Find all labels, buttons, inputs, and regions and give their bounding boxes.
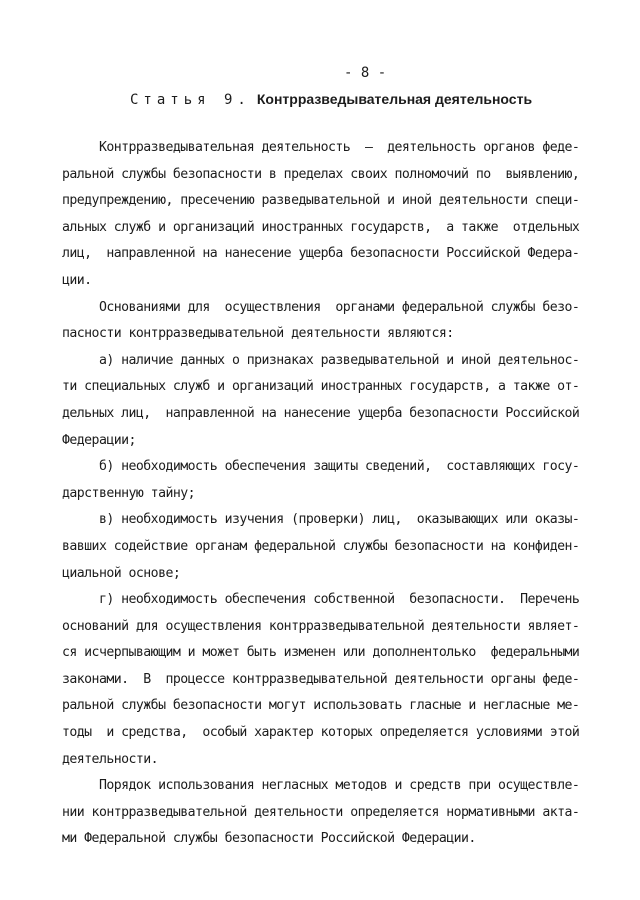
text-line: Контрразведывательная деятельность – деятельность органов феде- [62,140,580,155]
text-line: г) необходимость обеспечения собственной безопасности. Перечень [62,592,580,608]
text-line: оснований для осуществления контрразведывательной деятельности являет- [62,618,580,634]
text-line: альных служб и организаций иностранных государств, а также отдельных [62,219,580,235]
text-line: ми Федеральной службы безопасности Российской Федерации. [62,831,476,847]
text-line: а) наличие данных о признаках разведывательной и иной деятельнос- [62,352,580,368]
text-line: тоды и средства, особый характер которых определяется условиями этой [62,725,580,741]
text-line: законами. В процессе контрразведывательной деятельности органы феде- [62,671,580,687]
text-line: деятельности. [62,751,159,767]
text-line: ти специальных служб и организаций иностранных государств, а также от- [62,379,580,395]
text-line: б) необходимость обеспечения защиты сведений, составляющих госу- [62,459,580,475]
text-line: предупреждению, пресечению разведывательной и иной деятельности специ- [62,193,580,209]
text-line: дельных лиц, направленной на нанесение ущерба безопасности Российской [62,405,580,421]
article-title: Контрразведывательная деятельность [256,91,533,107]
text-line: вавших содействие органам федеральной службы безопасности на конфиден- [62,538,580,554]
text-line: Порядок использования негласных методов и средств при осуществле- [62,778,580,794]
text-line: пасности контрразведывательной деятельности являются: [62,326,454,342]
text-line: нии контрразведывательной деятельности определяется нормативными акта- [62,804,580,820]
page-number: - 8 - [344,65,387,81]
text-line: Основаниями для осуществления органами федеральной службы безо- [62,299,580,315]
text-line: лиц, направленной на нанесение ущерба безопасности Российской Федера- [62,246,580,262]
text-line: Федерации; [62,432,136,448]
article-heading [130,90,532,109]
text-line: ся исчерпывающим и может быть изменен или дополнентолько федеральными [62,645,580,661]
article-body [62,135,602,853]
text-line: дарственную тайну; [62,485,196,501]
text-line: циальной основе; [62,565,181,581]
article-label: Статья 9. [130,92,251,108]
text-line: в) необходимость изучения (проверки) лиц, оказывающих или оказы- [62,512,580,528]
text-line: ральной службы безопасности в пределах своих полномочий по выявлению, [62,166,580,182]
text-line: ции. [62,272,92,288]
text-line: ральной службы безопасности могут использовать гласные и негласные ме- [62,698,580,714]
